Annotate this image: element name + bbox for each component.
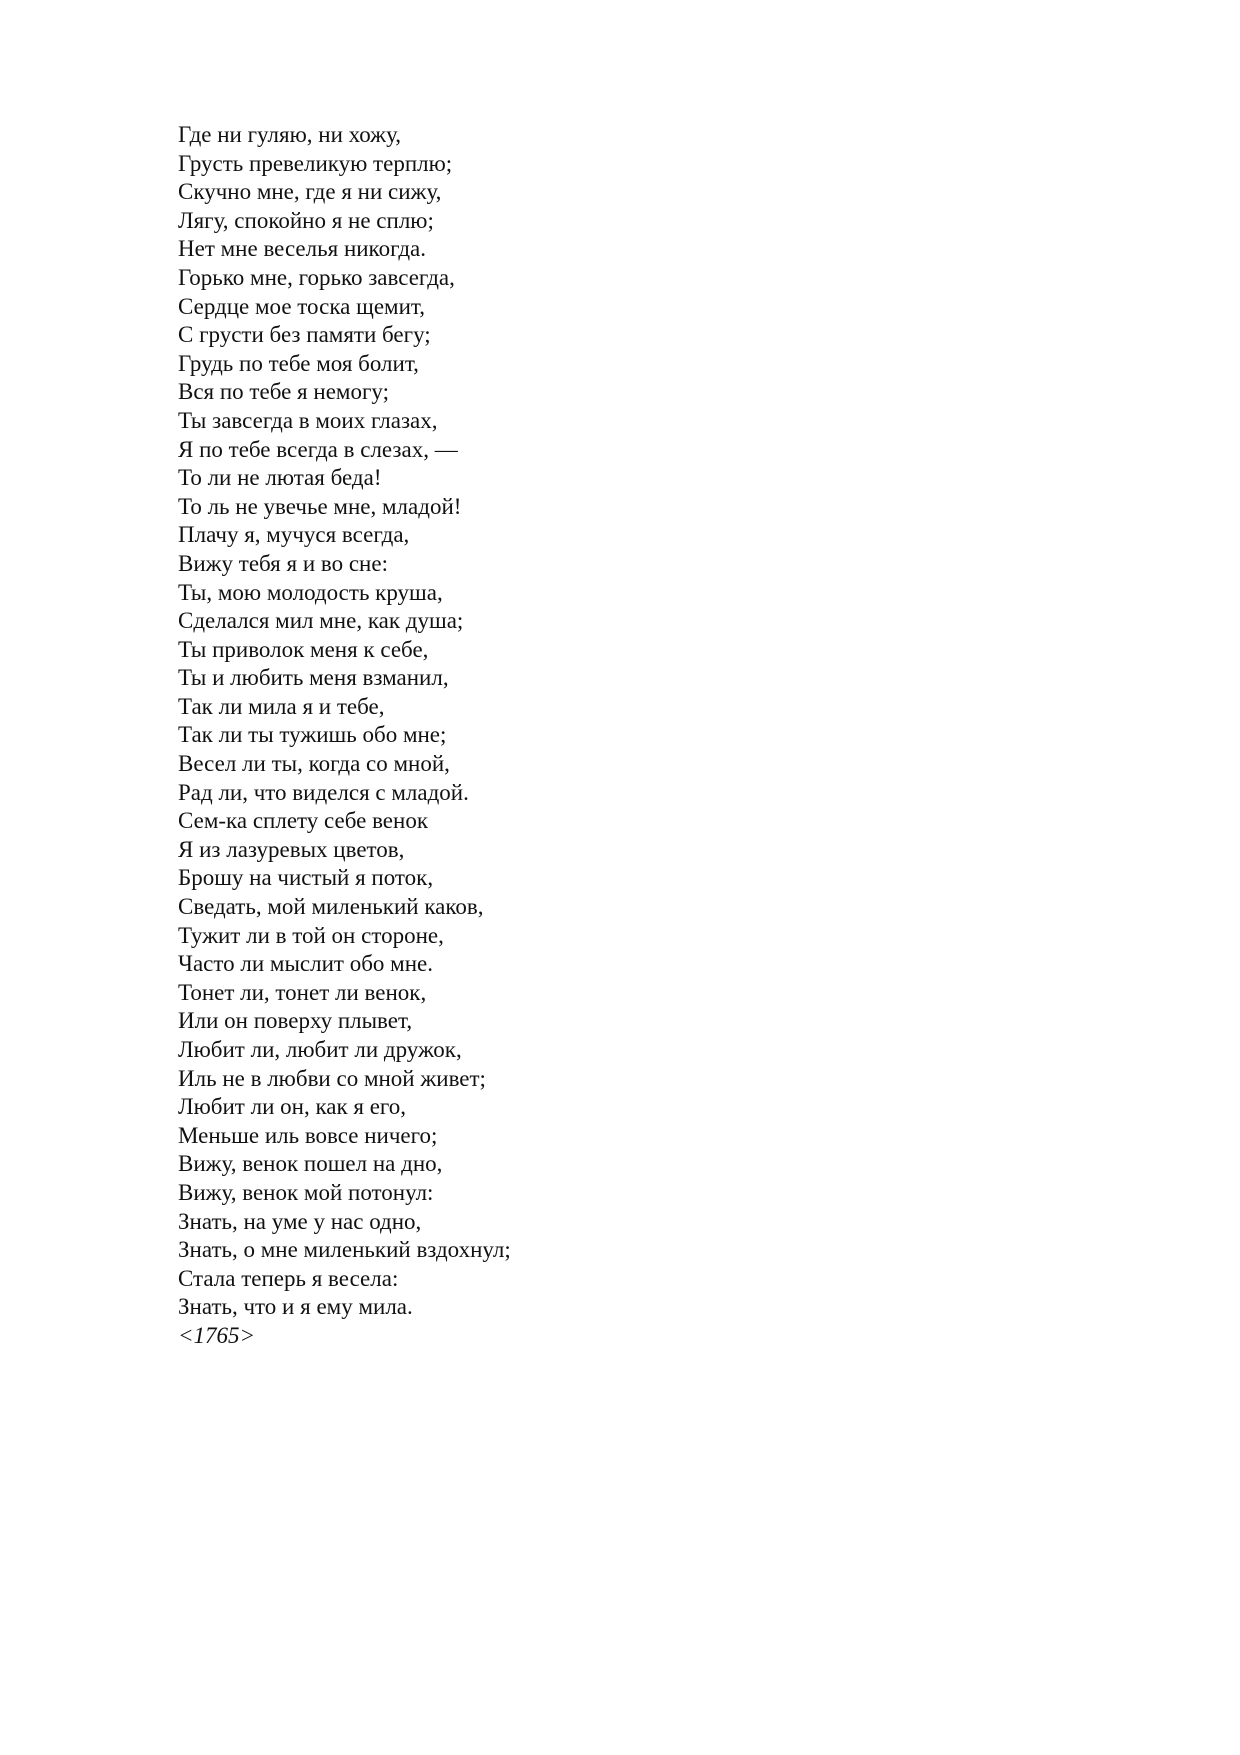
poem-line: Часто ли мыслит обо мне. [178, 951, 433, 977]
poem-line: Вижу, венок мой потонул: [178, 1179, 434, 1205]
poem-line: Ты, мою молодость круша, [178, 579, 443, 605]
poem-line: Вижу, венок пошел на дно, [178, 1151, 443, 1177]
poem-line: Лягу, спокойно я не сплю; [178, 207, 434, 233]
poem-line: Стала теперь я весела: [178, 1265, 399, 1291]
poem-line: Иль не в любви со мной живет; [178, 1065, 486, 1091]
poem-line: Горько мне, горько завсегда, [178, 264, 455, 290]
poem-line: Грудь по тебе моя болит, [178, 350, 419, 376]
poem-line: Сделался мил мне, как душа; [178, 608, 464, 634]
poem-line: Где ни гуляю, ни хожу, [178, 122, 402, 147]
poem-line: Тужит ли в той он стороне, [178, 922, 444, 948]
poem-line: Любит ли он, как я его, [178, 1094, 407, 1120]
poem-line: Скучно мне, где я ни сижу, [178, 179, 442, 205]
poem-line: Тонет ли, тонет ли венок, [178, 979, 427, 1005]
poem-date: <1765> [178, 1322, 256, 1348]
poem-line: То ли не лютая беда! [178, 465, 382, 491]
poem-line: Рад ли, что виделся с младой. [178, 779, 469, 805]
poem-line: Вся по тебе я немогу; [178, 379, 389, 405]
poem-line: Ты приволок меня к себе, [178, 636, 429, 662]
poem-line: Плачу я, мучуся всегда, [178, 522, 410, 548]
poem-line: То ль не увечье мне, младой! [178, 493, 462, 519]
poem-line: Любит ли, любит ли дружок, [178, 1037, 462, 1062]
poem-line: Меньше иль вовсе ничего; [178, 1122, 438, 1148]
poem-line: Знать, на уме у нас одно, [178, 1208, 422, 1234]
poem-line: Или он поверху плывет, [178, 1008, 413, 1034]
poem-line: Грусть превеликую терплю; [178, 150, 453, 176]
poem-line: Сем-ка сплету себе венок [178, 808, 429, 834]
poem-line: Знать, что и я ему мила. [178, 1294, 413, 1320]
poem-line: Я из лазуревых цветов, [178, 836, 405, 862]
poem-line: С грусти без памяти бегу; [178, 322, 431, 348]
poem-line: Нет мне веселья никогда. [178, 236, 427, 262]
poem-line: Брошу на чистый я поток, [178, 865, 434, 891]
poem-line: Вижу тебя я и во сне: [178, 550, 388, 576]
poem-line: Сведать, мой миленький каков, [178, 894, 484, 920]
poem-line: Я по тебе всегда в слезах, — [178, 436, 458, 462]
poem-line: Так ли мила я и тебе, [178, 693, 385, 719]
poem-line: Знать, о мне миленький вздохнул; [178, 1237, 511, 1263]
poem-line: Ты завсегда в моих глазах, [178, 407, 438, 433]
poem-line: Весел ли ты, когда со мной, [178, 751, 450, 777]
poem-line: Так ли ты тужишь обо мне; [178, 722, 447, 748]
poem-text [178, 121, 878, 1351]
poem-line: Ты и любить меня взманил, [178, 665, 449, 691]
poem-line: Сердце мое тоска щемит, [178, 293, 425, 319]
